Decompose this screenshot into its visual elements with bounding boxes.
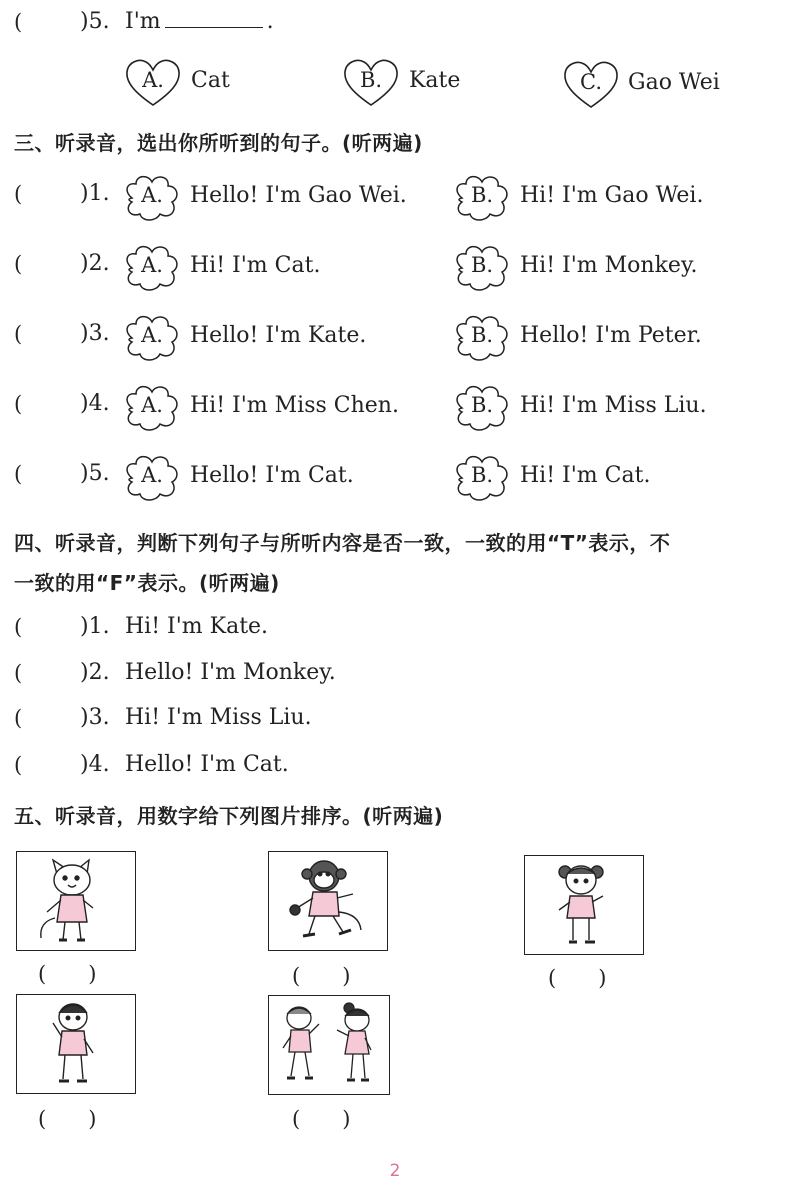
option-a-text: Cat	[191, 68, 230, 93]
answer-paren-open: (	[14, 322, 23, 346]
question-number: )5.	[80, 461, 110, 486]
option-a-text: Hello! I'm Kate.	[190, 323, 367, 348]
girl-picture	[524, 855, 644, 955]
option-letter: A.	[141, 323, 163, 347]
option-a-text: Hello! I'm Gao Wei.	[190, 183, 407, 208]
question-number: )4.	[80, 391, 110, 416]
option-letter: B.	[470, 463, 494, 487]
option-b-text: Hi! I'm Cat.	[520, 463, 651, 488]
section-5-title: 五、听录音，用数字给下列图片排序。(听两遍)	[14, 804, 444, 828]
statement-text: Hello! I'm Cat.	[125, 752, 289, 777]
question-number: )5.	[80, 9, 110, 34]
question-number: )1.	[80, 181, 110, 206]
girl-icon	[525, 856, 643, 954]
answer-paren-open: (	[14, 706, 23, 730]
option-letter: B.	[470, 393, 494, 417]
option-letter: A.	[141, 253, 163, 277]
question-number: )2.	[80, 251, 110, 276]
monkey-picture	[268, 851, 388, 951]
flower-option-a[interactable]	[122, 242, 180, 292]
flower-option-a[interactable]	[122, 452, 180, 502]
flower-option-a[interactable]	[122, 312, 180, 362]
answer-paren-open: (	[14, 182, 23, 206]
answer-paren-open: (	[14, 462, 23, 486]
option-letter: A.	[142, 68, 164, 92]
flower-option-b[interactable]	[452, 452, 510, 502]
page-number: 2	[389, 1161, 401, 1181]
question-stem	[125, 9, 274, 34]
flower-option-a[interactable]	[122, 172, 180, 222]
question-number: )3.	[80, 321, 110, 346]
answer-blank[interactable]: ( )	[38, 1107, 97, 1131]
heart-option-c[interactable]	[562, 58, 620, 110]
option-b-text: Kate	[409, 68, 461, 93]
question-number: )3.	[80, 705, 110, 730]
option-a-text: Hello! I'm Cat.	[190, 463, 354, 488]
option-a-text: Hi! I'm Cat.	[190, 253, 321, 278]
option-letter: A.	[141, 463, 163, 487]
option-letter: A.	[141, 183, 163, 207]
monkey-icon	[269, 852, 387, 950]
statement-text: Hi! I'm Miss Liu.	[125, 705, 312, 730]
answer-blank[interactable]: ( )	[38, 962, 97, 986]
section-4-title-line2: 一致的用“F”表示。(听两遍)	[14, 571, 280, 595]
question-number: )4.	[80, 752, 110, 777]
boy-and-girl-picture	[268, 995, 390, 1095]
option-letter: A.	[141, 393, 163, 417]
option-letter: B.	[359, 68, 383, 92]
option-letter: C.	[580, 70, 602, 94]
section-3-title: 三、听录音，选出你所听到的句子。(听两遍)	[14, 131, 423, 155]
statement-text: Hi! I'm Kate.	[125, 614, 269, 639]
flower-option-b[interactable]	[452, 242, 510, 292]
heart-option-a[interactable]	[124, 56, 182, 108]
statement-text: Hello! I'm Monkey.	[125, 660, 336, 685]
flower-option-b[interactable]	[452, 312, 510, 362]
question-number: )2.	[80, 660, 110, 685]
option-a-text: Hi! I'm Miss Chen.	[190, 393, 399, 418]
answer-blank[interactable]: ( )	[292, 964, 351, 988]
option-letter: B.	[470, 253, 494, 277]
answer-paren-open: (	[14, 392, 23, 416]
flower-option-a[interactable]	[122, 382, 180, 432]
answer-paren-open: (	[14, 753, 23, 777]
stem-text: I'm	[125, 9, 161, 34]
option-b-text: Hi! I'm Gao Wei.	[520, 183, 704, 208]
flower-option-b[interactable]	[452, 172, 510, 222]
option-letter: B.	[470, 183, 494, 207]
option-b-text: Hi! I'm Miss Liu.	[520, 393, 707, 418]
boy-picture	[16, 994, 136, 1094]
fill-blank[interactable]	[165, 9, 263, 28]
answer-paren-open: (	[14, 661, 23, 685]
section-4-title-line1: 四、听录音，判断下列句子与所听内容是否一致，一致的用“T”表示，不	[14, 531, 671, 555]
answer-paren-open: (	[14, 10, 23, 34]
answer-paren-open: (	[14, 252, 23, 276]
answer-blank[interactable]: ( )	[548, 966, 607, 990]
boy-and-girl-icon	[269, 996, 389, 1094]
cat-picture	[16, 851, 136, 951]
flower-option-b[interactable]	[452, 382, 510, 432]
option-c-text: Gao Wei	[628, 70, 720, 95]
boy-icon	[17, 995, 135, 1093]
option-b-text: Hello! I'm Peter.	[520, 323, 702, 348]
option-letter: B.	[470, 323, 494, 347]
stem-period: .	[266, 9, 274, 34]
heart-option-b[interactable]	[342, 56, 400, 108]
cat-icon	[17, 852, 135, 950]
answer-blank[interactable]: ( )	[292, 1107, 351, 1131]
question-number: )1.	[80, 614, 110, 639]
answer-paren-open: (	[14, 615, 23, 639]
option-b-text: Hi! I'm Monkey.	[520, 253, 698, 278]
